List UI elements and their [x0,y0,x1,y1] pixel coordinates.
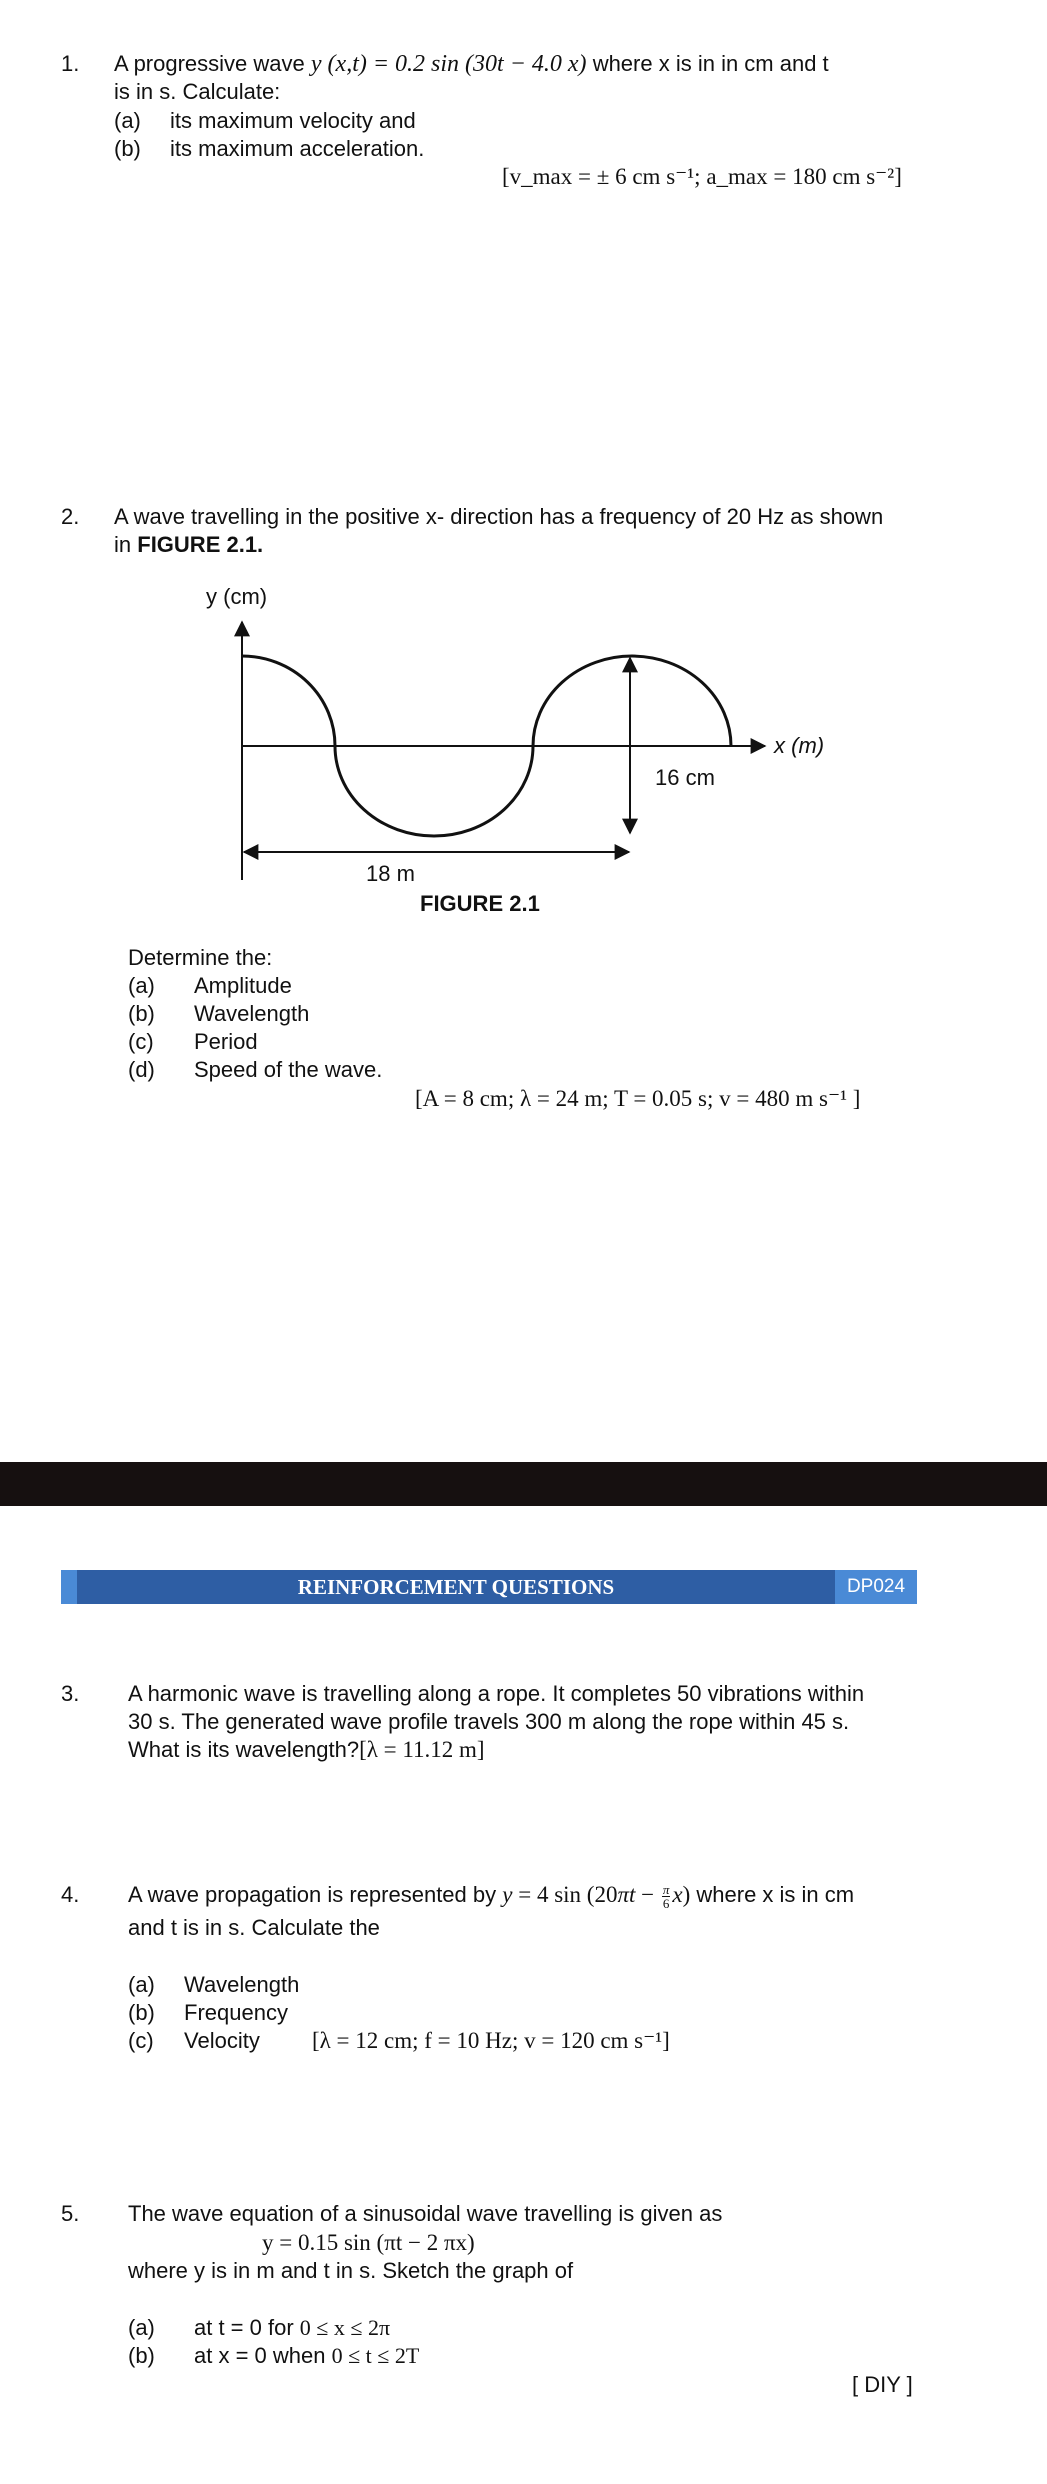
question-5-part-b [128,2342,419,2370]
banner-title: REINFORCEMENT QUESTIONS [77,1570,835,1604]
part-label: (c) [128,1029,154,1054]
section-divider [0,1462,1047,1506]
banner-code: DP024 [835,1570,917,1604]
part-label: (d) [128,1057,155,1082]
part-label: (a) [128,973,155,998]
part-text: its maximum acceleration. [170,136,425,161]
question-1-part-a [114,107,416,135]
figure-caption: FIGURE 2.1 [420,891,540,916]
question-3-line-2: 30 s. The generated wave profile travels 300 m along the rope within 45 s. [128,1709,850,1734]
part-label: (a) [114,108,141,133]
question-1-part-b [114,135,424,163]
part-label: (b) [128,1001,155,1026]
question-5-line-3: where y is in m and t in s. Sketch the graph of [128,2258,574,2283]
question-2-part-c [128,1028,258,1056]
question-2-part-b [128,1000,309,1028]
part-text: Velocity [184,2028,260,2053]
question-4-text: A wave propagation is represented by [128,1882,497,1907]
part-text: at t = 0 for [194,2315,294,2340]
question-2-part-d [128,1056,382,1084]
question-4-equation: y = 4 sin (20πt − $\frac{\pi}{6}$ x) [502,1882,691,1912]
diy-tag: [ DIY ] [852,2372,913,2397]
part-label: (a) [128,2315,155,2340]
question-5-number: 5. [61,2201,80,2226]
question-2-intro: Determine the: [128,945,273,970]
question-1-answer: [v_max = ± 6 cm s⁻¹; a_max = 180 cm s⁻²] [502,164,902,189]
question-2-answer: [A = 8 cm; λ = 24 m; T = 0.05 s; v = 480 m s⁻¹ ] [415,1086,861,1111]
question-2-text: in [114,532,132,557]
question-1-line-1 [114,50,829,78]
question-5-line-1: The wave equation of a sinusoidal wave travelling is given as [128,2201,723,2226]
question-4-line-2: and t is in s. Calculate the [128,1915,380,1940]
question-1-text-end: where x is in in cm and t [592,51,829,76]
part-label: (b) [128,2343,155,2368]
question-1-line-2: is in s. Calculate: [114,79,281,104]
question-4-text-end: where x is in cm [696,1882,855,1907]
banner-left-accent [61,1570,77,1604]
question-3-text: What is its wavelength? [128,1737,360,1762]
question-4-part-b [128,1999,288,2027]
question-4-part-a [128,1971,299,1999]
part-label: (c) [128,2028,154,2053]
part-text: at x = 0 when [194,2343,326,2368]
question-5-part-a [128,2314,390,2342]
question-1-number: 1. [61,51,80,76]
question-4-answer: [λ = 12 cm; f = 10 Hz; v = 120 cm s⁻¹] [312,2028,670,2053]
part-text: Speed of the wave. [194,1057,383,1082]
reinforcement-banner [61,1570,917,1604]
pi-over-6-fraction: $\frac{\pi}{6}$ [662,1882,670,1912]
figure-2-1 [190,578,850,928]
question-4-line-1 [128,1881,854,1910]
question-5-equation: y = 0.15 sin (πt − 2 πx) [262,2230,475,2255]
question-3-line-3 [128,1736,485,1764]
part-text: Amplitude [194,973,292,998]
question-3-line-1: A harmonic wave is travelling along a rope. It completes 50 vibrations within [128,1681,865,1706]
part-text: Wavelength [184,1972,300,1997]
x-axis-label: x (m) [774,733,825,758]
part-text: its maximum velocity and [170,108,416,133]
amplitude-label: 16 cm [655,765,715,790]
question-4-number: 4. [61,1882,80,1907]
question-2-line-1: A wave travelling in the positive x- direction has a frequency of 20 Hz as shown [114,504,884,529]
part-label: (a) [128,1972,155,1997]
part-range: 0 ≤ x ≤ 2π [299,2315,391,2340]
question-1-equation: y (x,t) = 0.2 sin (30t − 4.0 x) [310,51,587,77]
question-3-answer: [λ = 11.12 m] [359,1737,485,1762]
question-2-part-a [128,972,292,1000]
figure-reference: FIGURE 2.1. [137,532,264,557]
part-range: 0 ≤ t ≤ 2T [331,2343,420,2368]
length-label: 18 m [366,861,415,886]
question-1-text: A progressive wave [114,51,305,76]
question-4-part-c [128,2027,260,2055]
question-2-number: 2. [61,504,80,529]
part-label: (b) [114,136,141,161]
y-axis-label: y (cm) [206,584,268,609]
part-text: Frequency [184,2000,288,2025]
question-3-number: 3. [61,1681,80,1706]
part-text: Period [194,1029,258,1054]
part-label: (b) [128,2000,155,2025]
question-2-line-2 [114,531,263,559]
part-text: Wavelength [194,1001,310,1026]
